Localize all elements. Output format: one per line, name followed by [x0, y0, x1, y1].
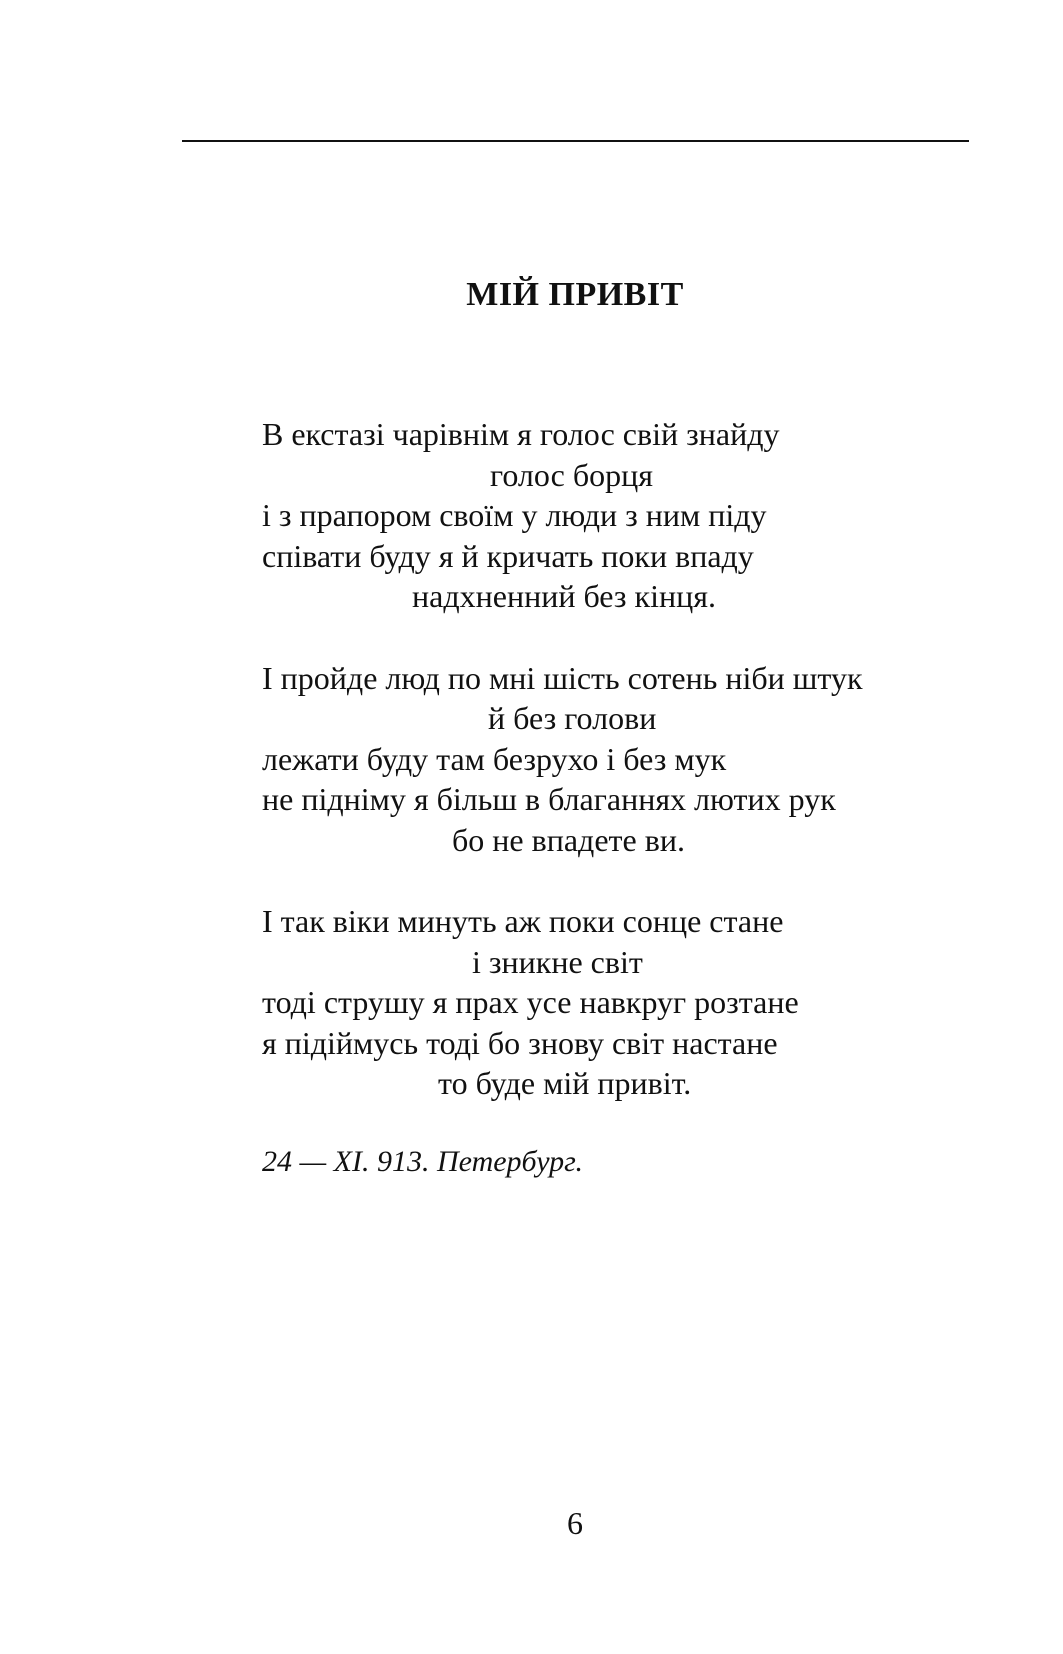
poem-line: то буде мій привіт. — [438, 1065, 692, 1101]
page-number: 6 — [567, 1505, 583, 1541]
poem-line: голос борця — [490, 456, 653, 493]
poem-line: надхненний без кінця. — [412, 578, 716, 614]
stanza-3 — [262, 901, 1022, 1104]
poem-line: І пройде люд по мні шість сотень ніби штук — [262, 659, 863, 696]
stanza-2 — [262, 658, 1022, 861]
poem-line: й без голови — [488, 700, 657, 736]
poem-line: І так віки минуть аж поки сонце стане — [262, 903, 784, 939]
poem-line: співати буду я й кричать поки впаду — [262, 537, 754, 574]
poem-line: не підніму я більш в благаннях лютих рук — [262, 781, 836, 817]
poem-title: МІЙ ПРИВІТ — [466, 276, 684, 313]
poem-line: В екстазі чарівнім я голос свій знайду — [262, 416, 780, 452]
header-rule — [182, 140, 969, 142]
poem-line: лежати буду там безрухо і без мук — [262, 740, 727, 777]
stanza-1 — [262, 414, 1022, 617]
date-place: 24 — ХІ. 913. Петербург. — [262, 1145, 583, 1178]
poem — [262, 414, 1022, 1145]
poem-line: і з прапором своїм у люди з ним піду — [262, 497, 767, 533]
poem-line: і зникне світ — [472, 943, 643, 980]
poem-line: тоді струшу я прах усе навкруг розтане — [262, 984, 799, 1020]
poem-line: я підіймусь тоді бо знову світ настане — [262, 1024, 778, 1061]
poem-line: бо не впадете ви. — [452, 821, 685, 858]
